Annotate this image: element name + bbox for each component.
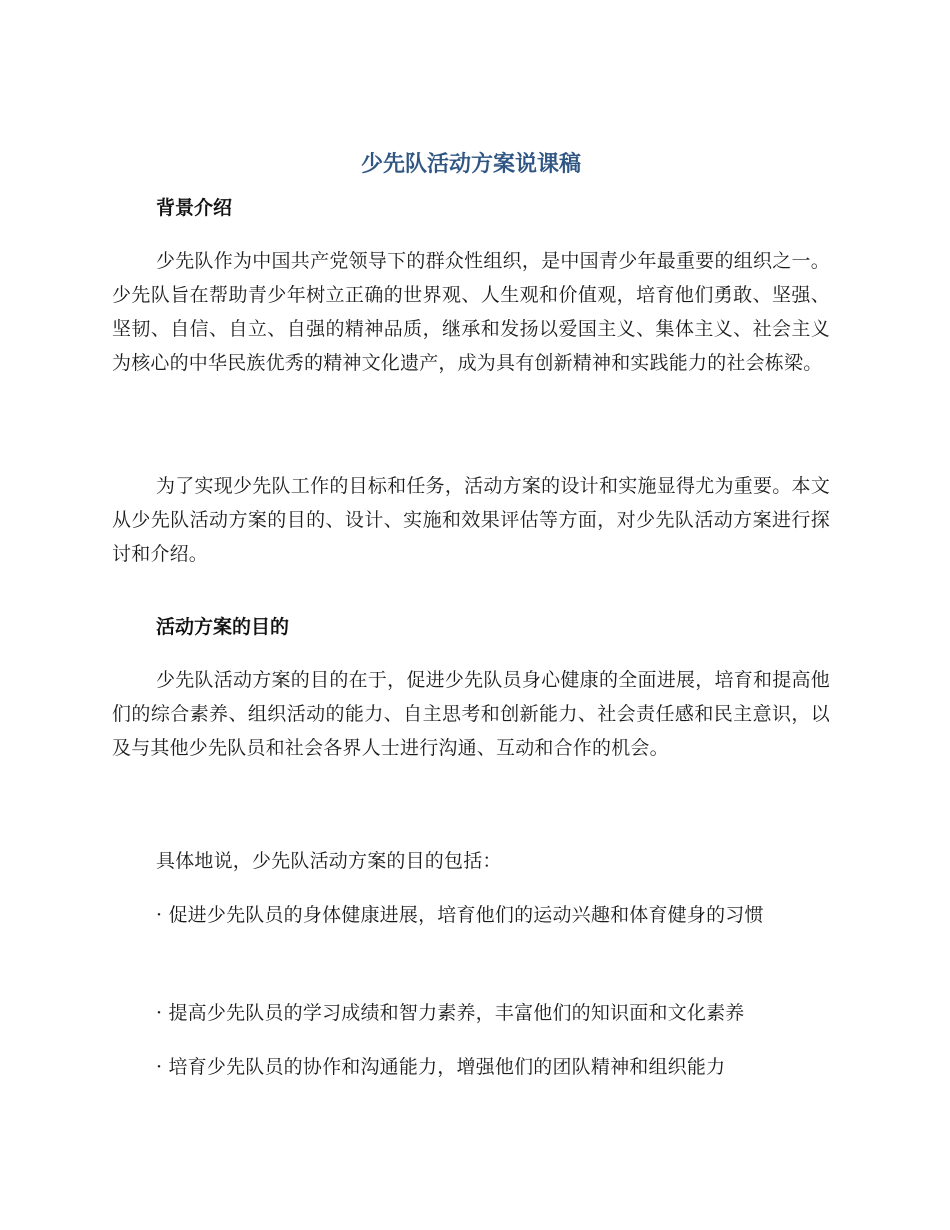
bullet-item-2: · 提高少先队员的学习成绩和智力素养，丰富他们的知识面和文化素养 <box>156 1002 745 1024</box>
paragraph-background-1: 少先队作为中国共产党领导下的群众性组织，是中国青少年最重要的组织之一。少先队旨在帮助青少年树立正确的世界观、人生观和价值观，培育他们勇敢、坚强、坚韧、自信、自立、自强的精神品质，继承和发扬以爱国主义、集体主义、社会主义为核心的中华民族优秀的精神文化遗产，成为具有创新精神和实践能力的社会栋梁。 <box>112 250 830 374</box>
paragraph-purpose-1: 少先队活动方案的目的在于，促进少先队员身心健康的全面进展，培育和提高他们的综合素养、组织活动的能力、自主思考和创新能力、社会责任感和民主意识，以及与其他少先队员和社会各界人士进行沟通、互动和合作的机会。 <box>112 669 830 759</box>
paragraph-purpose-2: 具体地说，少先队活动方案的目的包括： <box>156 850 502 872</box>
paragraph-background-2: 为了实现少先队工作的目标和任务，活动方案的设计和实施显得尤为重要。本文从少先队活动方案的目的、设计、实施和效果评估等方面，对少先队活动方案进行探讨和介绍。 <box>112 475 830 565</box>
bullet-item-1: · 促进少先队员的身体健康进展，培育他们的运动兴趣和体育健身的习惯 <box>156 904 764 926</box>
section-heading-purpose: 活动方案的目的 <box>156 616 290 638</box>
section-heading-background: 背景介绍 <box>156 197 233 219</box>
bullet-item-3: · 培育少先队员的协作和沟通能力，增强他们的团队精神和组织能力 <box>156 1056 726 1078</box>
document-title: 少先队活动方案说课稿 <box>360 152 581 177</box>
